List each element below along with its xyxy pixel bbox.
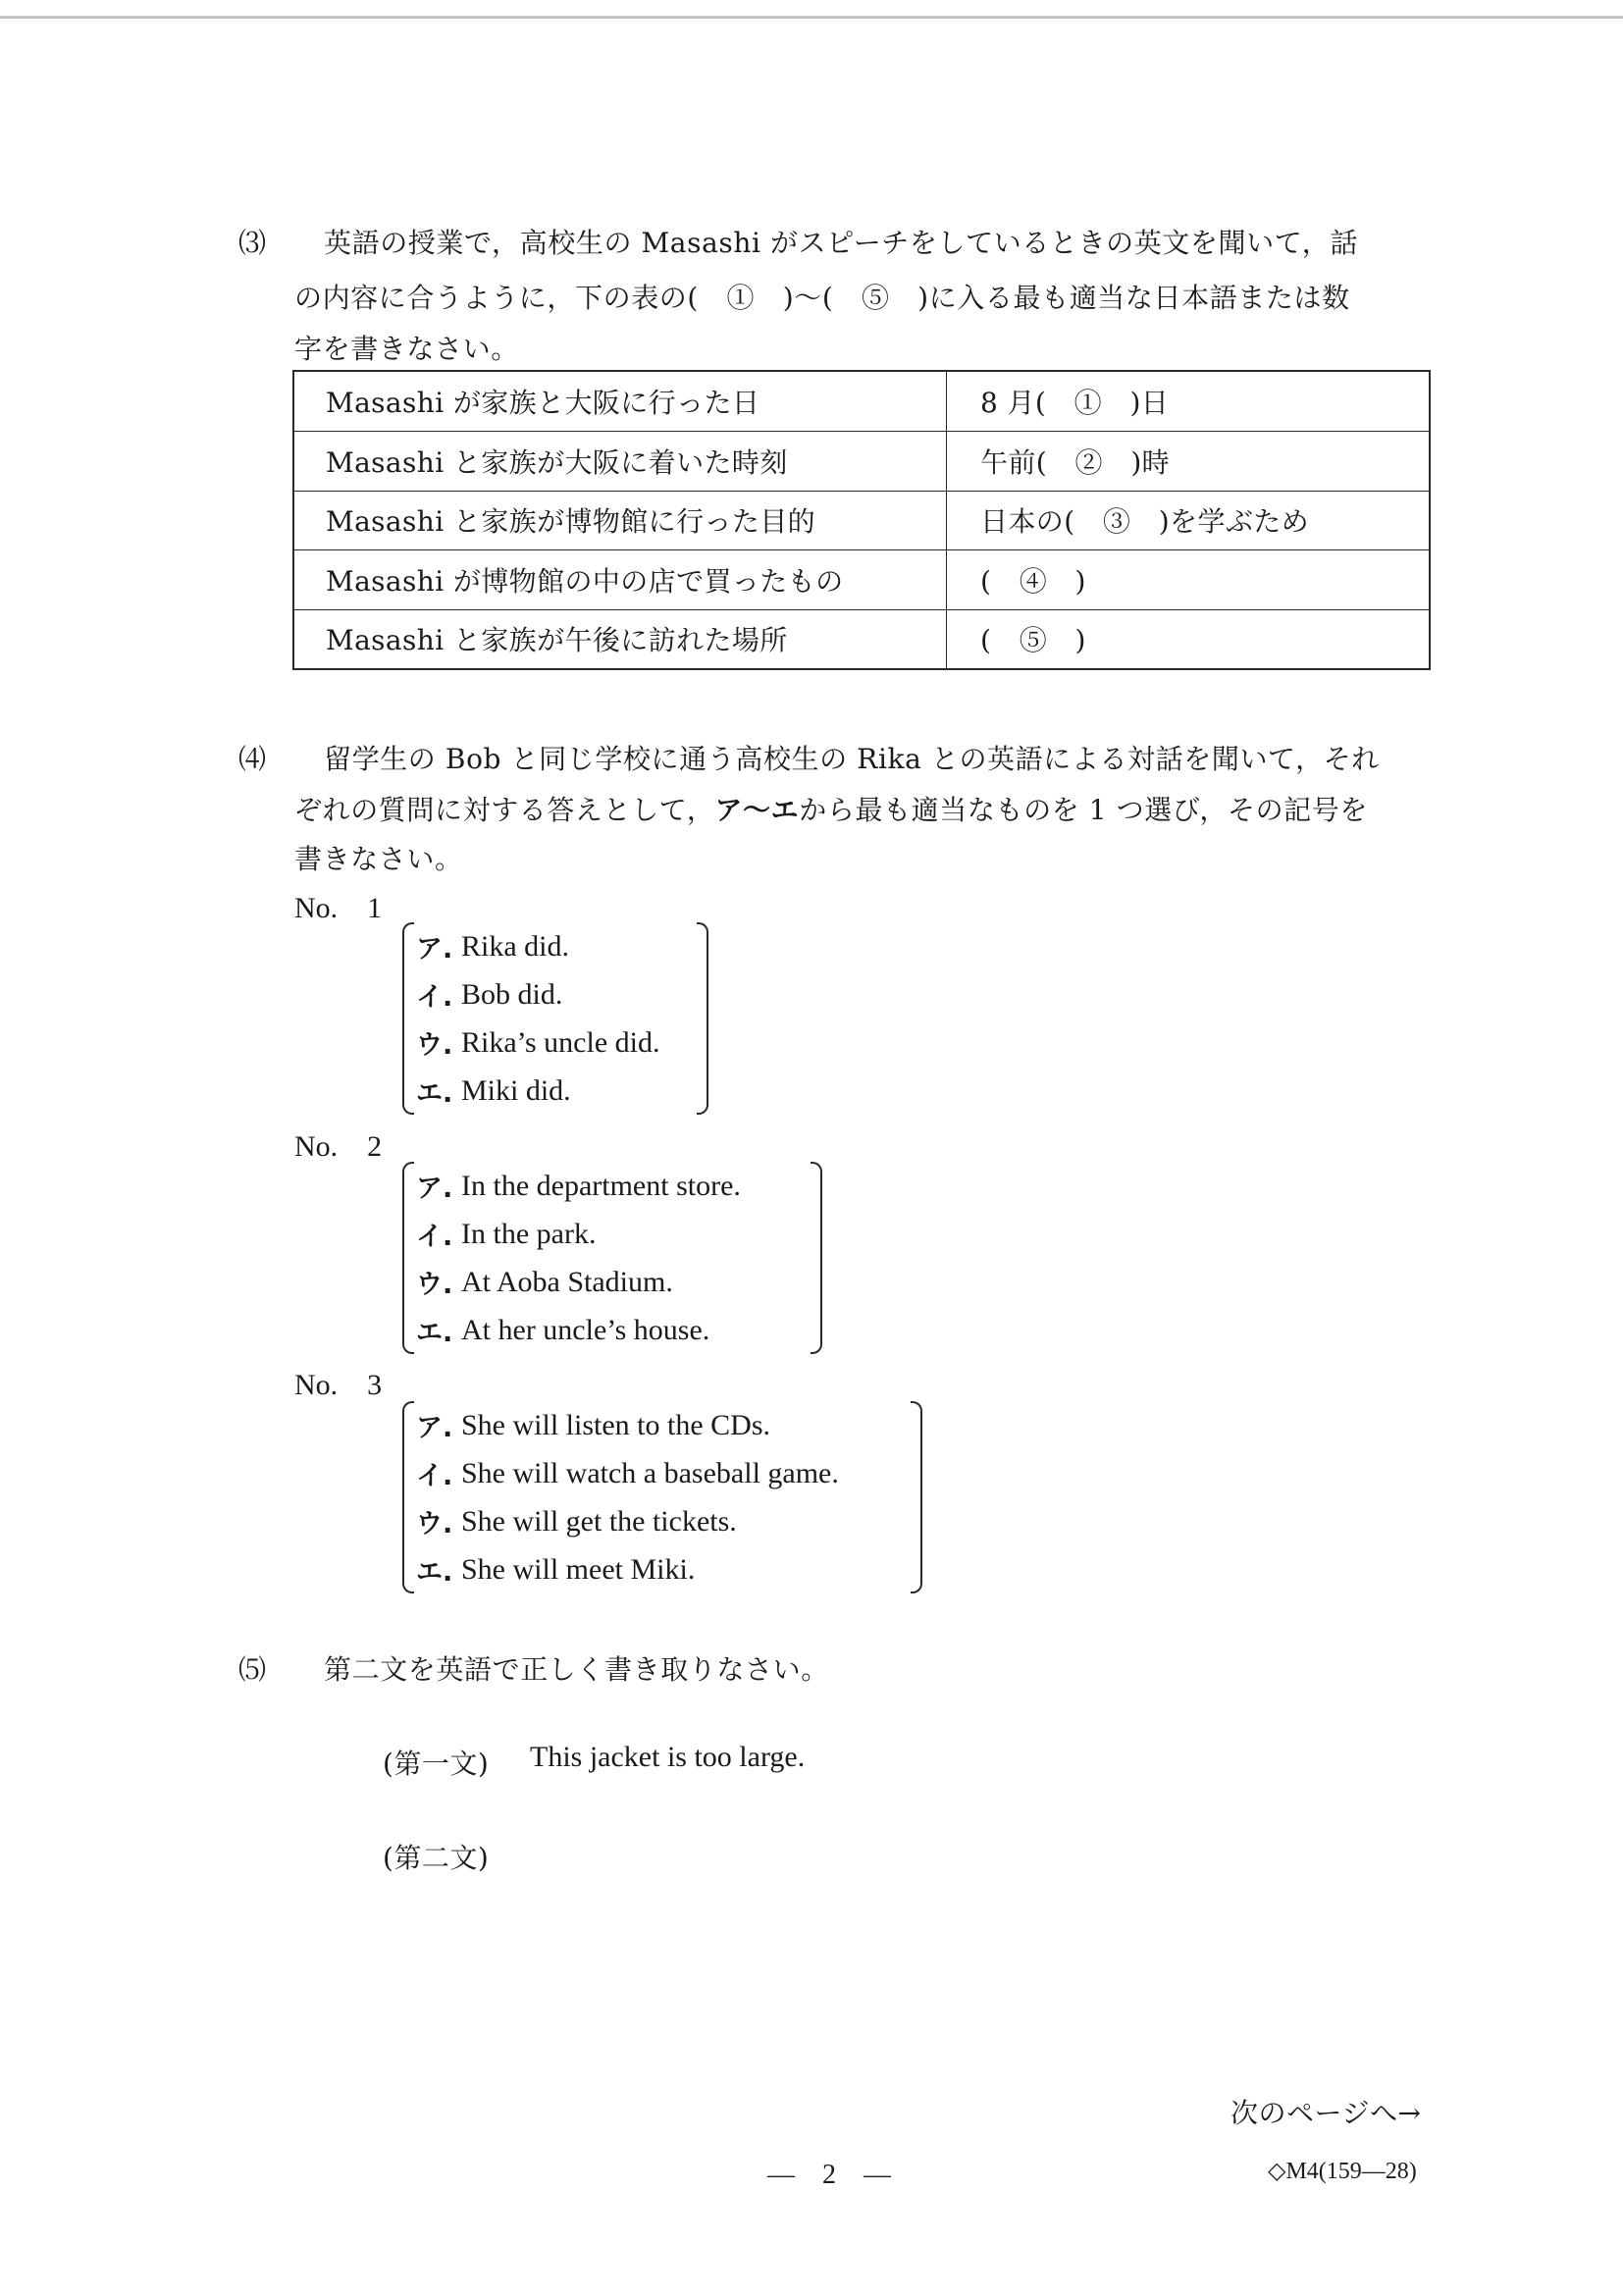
choice-item bbox=[402, 1545, 922, 1593]
choice-kana: イ. bbox=[416, 1461, 453, 1491]
choice-kana: ア. bbox=[416, 1174, 453, 1204]
choice-text: In the park. bbox=[461, 1217, 597, 1250]
choice-group-no-1 bbox=[402, 922, 708, 1115]
choice-item bbox=[402, 1258, 822, 1306]
first-sentence-label: (第一文) bbox=[383, 1748, 490, 1780]
table-row bbox=[294, 431, 1429, 490]
choice-kana: ウ. bbox=[416, 1270, 453, 1300]
choice-item bbox=[402, 1067, 708, 1115]
choice-text: Rika’s uncle did. bbox=[461, 1025, 660, 1059]
choice-item bbox=[402, 1018, 708, 1067]
choice-item bbox=[402, 970, 708, 1018]
table-value: 午前( ② )時 bbox=[980, 446, 1171, 480]
second-sentence-label: (第二文) bbox=[383, 1842, 490, 1874]
question-4-line-3: 書きなさい。 bbox=[294, 843, 463, 875]
question-no-3-label: No. 3 bbox=[294, 1369, 383, 1401]
first-sentence-text: This jacket is too large. bbox=[530, 1741, 806, 1773]
table-label: Masashi と家族が大阪に着いた時刻 bbox=[294, 432, 947, 490]
question-3-line-3: 字を書きなさい。 bbox=[294, 333, 519, 365]
table-value: 日本の( ③ )を学ぶため bbox=[980, 505, 1310, 539]
choice-kana: ア. bbox=[416, 934, 453, 965]
answer-table bbox=[292, 370, 1431, 670]
choice-item bbox=[402, 1162, 822, 1210]
table-value: ( ⑤ ) bbox=[980, 624, 1086, 657]
choice-item bbox=[402, 1449, 922, 1497]
choice-text: At her uncle’s house. bbox=[461, 1313, 710, 1346]
choice-kana: イ. bbox=[416, 1222, 453, 1252]
page-number: — 2 — bbox=[767, 2160, 892, 2190]
question-no-1-label: No. 1 bbox=[294, 892, 383, 924]
question-3-number: ⑶ bbox=[238, 227, 267, 259]
choice-kana: エ. bbox=[416, 1318, 453, 1348]
next-page-indicator: 次のページへ→ bbox=[1230, 2097, 1422, 2129]
choice-kana: ア. bbox=[416, 1413, 453, 1443]
choice-item bbox=[402, 1210, 822, 1258]
choice-text: She will listen to the CDs. bbox=[461, 1408, 770, 1441]
choice-text: She will watch a baseball game. bbox=[461, 1456, 839, 1489]
question-3-line-1: 英語の授業で，高校生の Masashi がスピーチをしているときの英文を聞いて，話 bbox=[324, 227, 1358, 259]
table-row bbox=[294, 549, 1429, 608]
choice-group-no-2 bbox=[402, 1162, 822, 1354]
choice-item bbox=[402, 922, 708, 970]
choice-text: At Aoba Stadium. bbox=[461, 1265, 673, 1298]
question-4-line-2-a: ぞれの質問に対する答えとして， bbox=[294, 794, 715, 826]
choice-text: She will meet Miki. bbox=[461, 1552, 696, 1586]
question-3-line-2: の内容に合うように，下の表の( ① )～( ⑤ )に入る最も適当な日本語または数 bbox=[294, 282, 1350, 314]
question-4-line-1: 留学生の Bob と同じ学校に通う高校生の Rika との英語による対話を聞いて，それ bbox=[324, 743, 1380, 775]
choice-text: In the department store. bbox=[461, 1169, 741, 1202]
table-label: Masashi と家族が午後に訪れた場所 bbox=[294, 610, 947, 668]
table-label: Masashi が博物館の中の店で買ったもの bbox=[294, 550, 947, 608]
question-5-number: ⑸ bbox=[238, 1653, 267, 1686]
choice-text: Miki did. bbox=[461, 1073, 571, 1107]
top-rule bbox=[0, 16, 1623, 19]
table-label: Masashi が家族と大阪に行った日 bbox=[294, 372, 947, 431]
choice-kana: ウ. bbox=[416, 1509, 453, 1539]
choice-text: She will get the tickets. bbox=[461, 1504, 737, 1538]
question-no-2-label: No. 2 bbox=[294, 1130, 383, 1163]
choice-item bbox=[402, 1401, 922, 1449]
choice-text: Rika did. bbox=[461, 929, 569, 963]
table-row bbox=[294, 609, 1429, 668]
table-value: ( ④ ) bbox=[980, 564, 1086, 598]
choice-text: Bob did. bbox=[461, 977, 563, 1011]
question-4-line-2-b: から最も適当なものを 1 つ選び，その記号を bbox=[799, 794, 1368, 826]
question-4-line-2 bbox=[294, 789, 1368, 828]
table-value: 8 月( ① )日 bbox=[980, 387, 1170, 420]
choice-group-no-3 bbox=[402, 1401, 922, 1593]
choice-item bbox=[402, 1306, 822, 1354]
choice-item bbox=[402, 1497, 922, 1545]
choice-kana: エ. bbox=[416, 1078, 453, 1109]
choice-range-label: ア～エ bbox=[714, 794, 800, 826]
question-5-instruction: 第二文を英語で正しく書き取りなさい。 bbox=[324, 1653, 829, 1686]
choice-kana: ウ. bbox=[416, 1030, 453, 1061]
table-row bbox=[294, 372, 1429, 431]
exam-code: ◇M4(159—28) bbox=[1268, 2159, 1417, 2184]
choice-kana: エ. bbox=[416, 1557, 453, 1588]
table-label: Masashi と家族が博物館に行った目的 bbox=[294, 492, 947, 549]
choice-kana: イ. bbox=[416, 982, 453, 1013]
question-4-number: ⑷ bbox=[238, 743, 267, 775]
table-row bbox=[294, 491, 1429, 549]
